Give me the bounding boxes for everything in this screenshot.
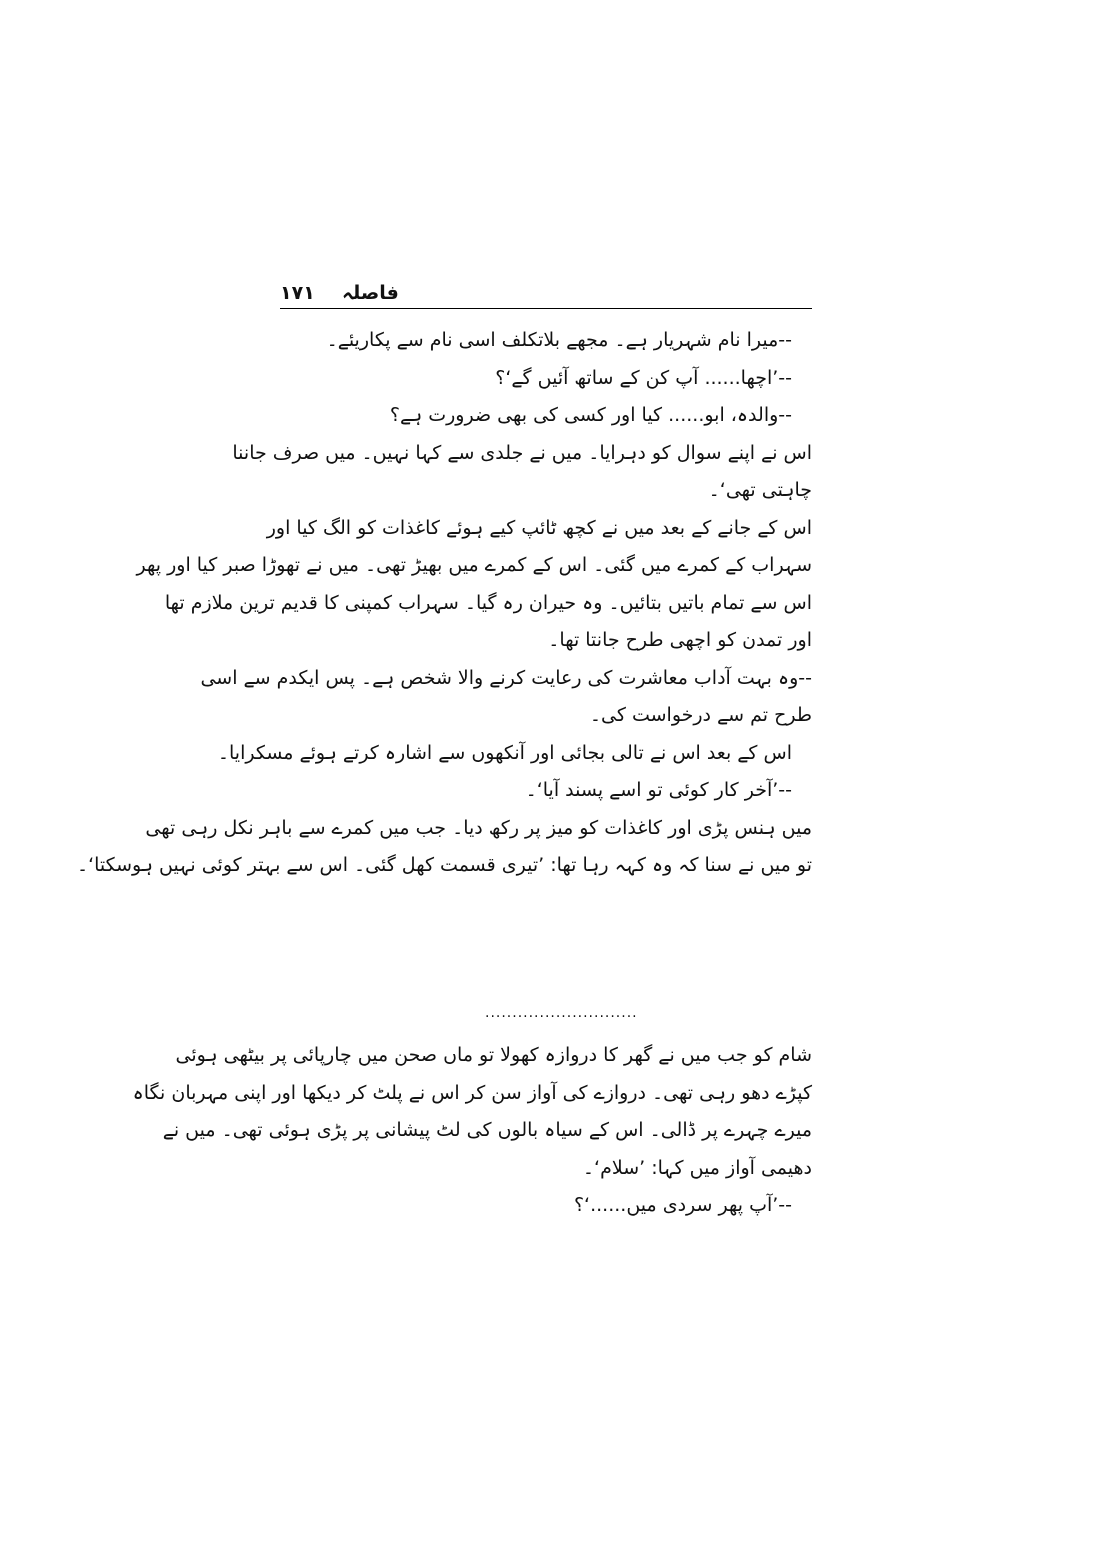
text-line: تو میں نے سنا کہ وہ کہہ رہا تھا: ’تیری قسمت کھل گئی۔ اس سے بہتر کوئی نہیں ہوسکتا‘۔ — [76, 854, 812, 876]
text-line: --وہ بہت آداب معاشرت کی رعایت کرنے والا شخص ہے۔ پس ایکدم سے اسی — [200, 666, 812, 689]
page-number: ١٧١ — [280, 282, 315, 304]
text-line: --’آپ پھر سردی میں......‘؟ — [573, 1194, 792, 1216]
text-block-top — [76, 322, 812, 885]
book-title: فاصلہ — [342, 282, 399, 304]
text-line: --’آخر کار کوئی تو اسے پسند آیا‘۔ — [525, 779, 792, 801]
text-line: شام کو جب میں نے گھر کا دروازہ کھولا تو ماں صحن میں چارپائی پر بیٹھی ہوئی — [175, 1044, 812, 1066]
text-line: اس کے جانے کے بعد میں نے کچھ ٹائپ کیے ہوئے کاغذات کو الگ کیا اور — [266, 516, 812, 539]
text-line: --والدہ، ابو...... کیا اور کسی کی بھی ضرورت ہے؟ — [389, 404, 792, 426]
text-line: اس کے بعد اس نے تالی بجائی اور آنکھوں سے اشارہ کرتے ہوئے مسکرایا۔ — [217, 741, 792, 764]
text-line: --’اچھا...... آپ کن کے ساتھ آئیں گے‘؟ — [495, 366, 792, 389]
text-line: اس نے اپنے سوال کو دہرایا۔ میں نے جلدی سے کہا نہیں۔ میں صرف جاننا — [232, 441, 812, 464]
text-line: میرے چہرے پر ڈالی۔ اس کے سیاہ بالوں کی لٹ پیشانی پر پڑی ہوئی تھی۔ میں نے — [162, 1119, 812, 1141]
text-line: طرح تم سے درخواست کی۔ — [589, 704, 812, 726]
text-block-bottom — [132, 1037, 812, 1225]
text-line: سہراب کے کمرے میں گئی۔ اس کے کمرے میں بھیڑ تھی۔ میں نے تھوڑا صبر کیا اور پھر — [136, 554, 812, 576]
section-separator: ............................ — [485, 1005, 638, 1021]
text-line: چاہتی تھی‘۔ — [708, 479, 812, 501]
text-line: اس سے تمام باتیں بتائیں۔ وہ حیران رہ گیا۔ سہراب کمپنی کا قدیم ترین ملازم تھا — [164, 591, 812, 614]
text-line: اور تمدن کو اچھی طرح جانتا تھا۔ — [548, 629, 812, 651]
text-line: --میرا نام شہریار ہے۔ مجھے بلاتکلف اسی نام سے پکاریئے۔ — [326, 329, 792, 351]
header-rule — [280, 308, 812, 309]
text-line: کپڑے دھو رہی تھی۔ دروازے کی آواز سن کر اس نے پلٹ کر دیکھا اور اپنی مہربان نگاہ — [132, 1081, 812, 1104]
text-line: میں ہنس پڑی اور کاغذات کو میز پر رکھ دیا۔ جب میں کمرے سے باہر نکل رہی تھی — [145, 816, 812, 839]
page-header — [280, 281, 812, 307]
text-line: دھیمی آواز میں کہا: ’سلام‘۔ — [582, 1156, 812, 1179]
